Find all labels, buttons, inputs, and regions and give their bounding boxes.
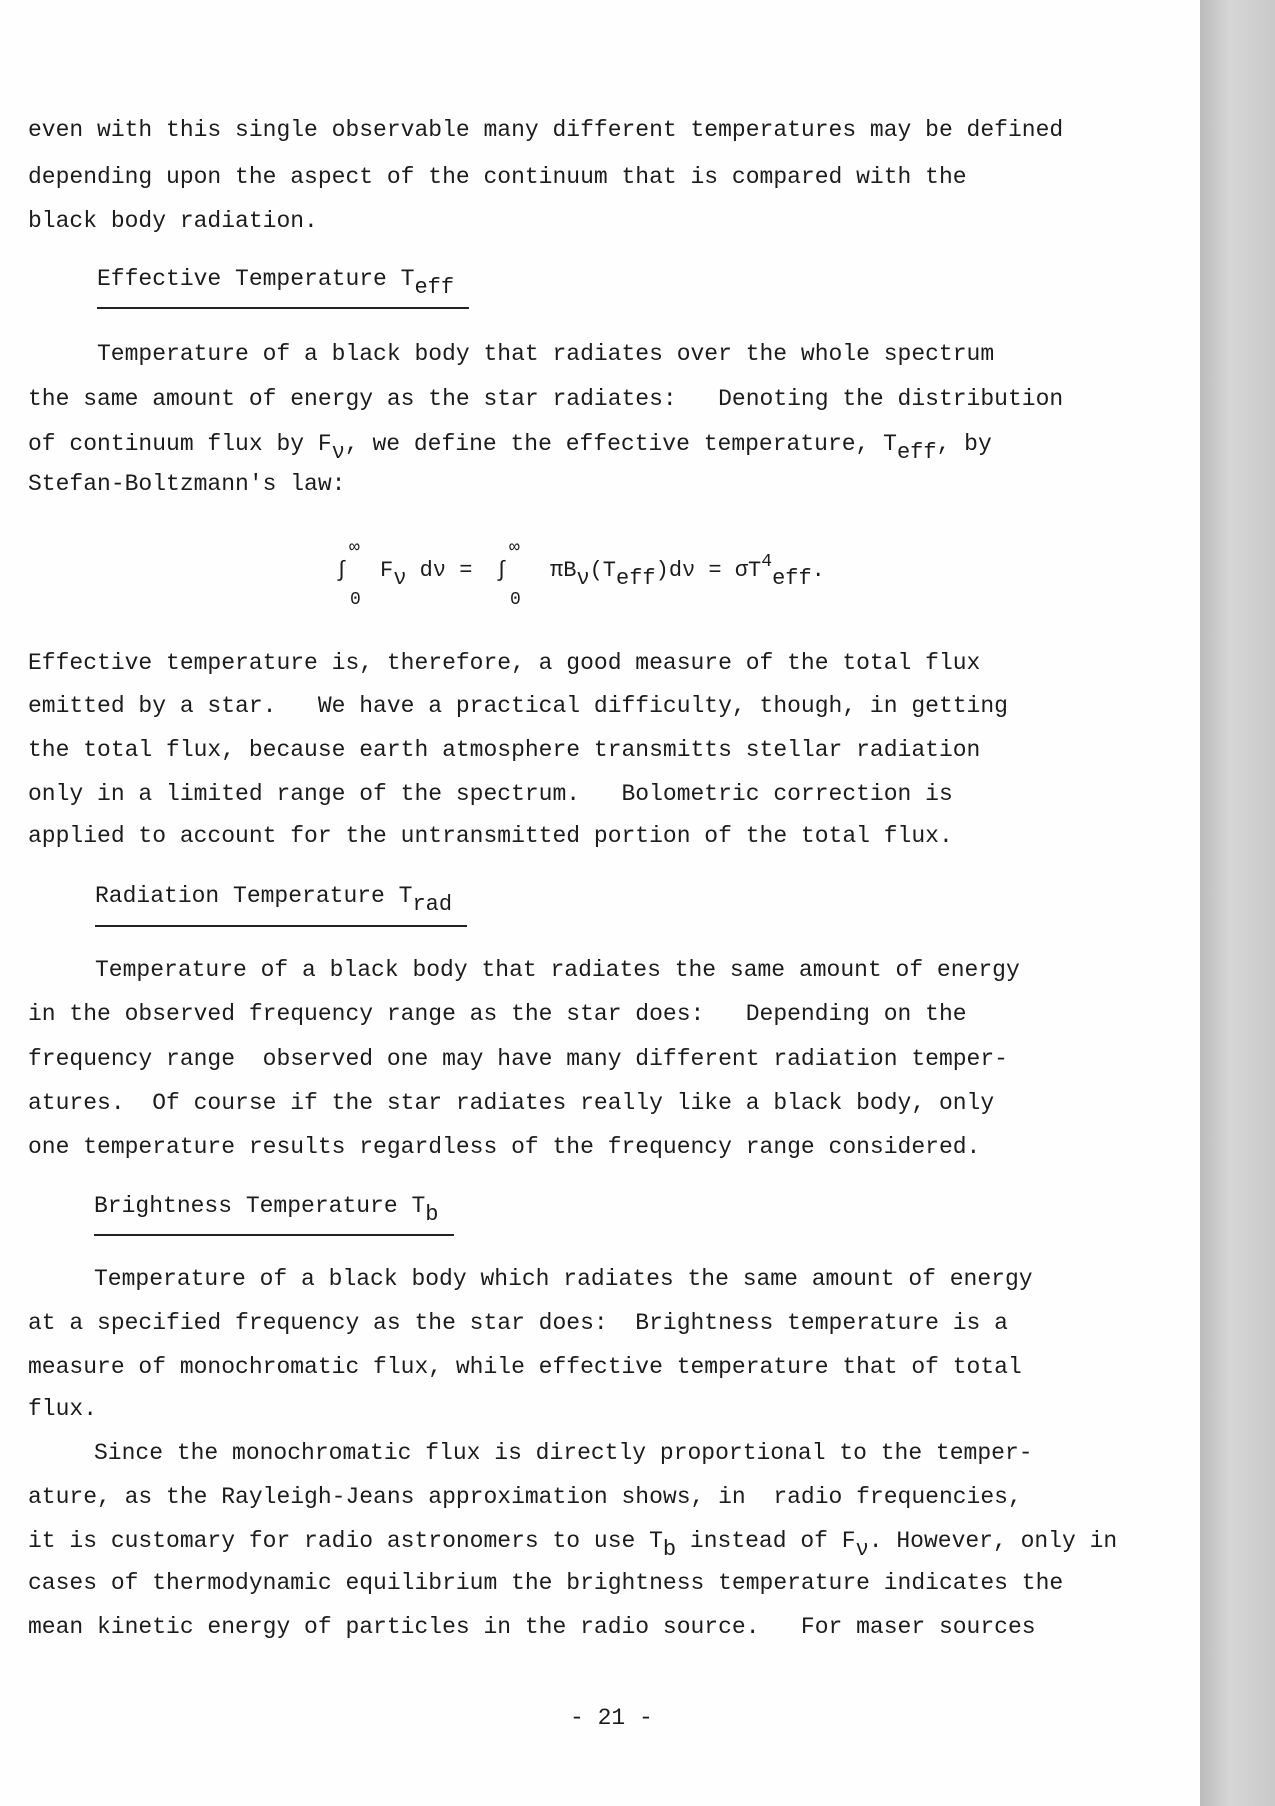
eq-period: .: [811, 558, 825, 583]
brightness-para2-line-4: cases of thermodynamic equilibrium the brightness temperature indicates the: [28, 1570, 1064, 1596]
eq-right-side: [550, 552, 825, 591]
brightness-q3b: instead of F: [676, 1528, 856, 1554]
radiation-para-line-2: in the observed frequency range as the star does: Depending on the: [28, 1001, 967, 1027]
eq-integral-1: ∫: [335, 558, 349, 583]
effective-after-line-1: Effective temperature is, therefore, a good measure of the total flux: [28, 650, 981, 676]
eq-left-side: [380, 558, 486, 591]
eq-flux: F: [380, 558, 394, 583]
eq-t-eff-sub: eff: [616, 566, 656, 591]
effective-p3b: , we define the effective temperature, T: [344, 431, 897, 457]
effective-p3a: of continuum flux by F: [28, 431, 332, 457]
effective-para-line-3: [28, 430, 992, 465]
eq-flux-sub: ν: [393, 566, 407, 591]
effective-after-line-5: applied to account for the untransmitted portion of the total flux.: [28, 823, 953, 849]
heading-effective-temperature: [97, 265, 455, 300]
effective-after-line-3: the total flux, because earth atmosphere transmitts stellar radiation: [28, 737, 981, 763]
heading-radiation-underline: [95, 925, 467, 927]
effective-after-line-4: only in a limited range of the spectrum. Bolometric correction is: [28, 781, 953, 807]
brightness-para2-line-1: Since the monochromatic flux is directly proportional to the temper-: [94, 1440, 1033, 1466]
heading-brightness-sub: b: [425, 1202, 439, 1227]
eq-t-open: (T: [589, 558, 617, 583]
eq-pi-b-sub: ν: [576, 566, 590, 591]
eq-integral-2: ∫: [495, 558, 509, 583]
radiation-para-line-5: one temperature results regardless of the frequency range considered.: [28, 1134, 981, 1160]
brightness-q3-sub-nu: ν: [855, 1537, 869, 1562]
brightness-para2-line-5: mean kinetic energy of particles in the radio source. For maser sources: [28, 1614, 1036, 1640]
intro-line-3: black body radiation.: [28, 208, 318, 234]
heading-effective-underline: [97, 307, 469, 309]
eq-lower-limit-2: 0: [510, 590, 521, 610]
brightness-para-line-2: at a specified frequency as the star does: Brightness temperature is a: [28, 1310, 1008, 1336]
brightness-para-line-1: Temperature of a black body which radiates the same amount of energy: [94, 1266, 1033, 1292]
page-stack-edge: [1200, 0, 1275, 1806]
eq-power-4: 4: [761, 552, 773, 572]
eq-dnu-equals: dν =: [406, 558, 486, 583]
heading-brightness-temperature: [94, 1192, 439, 1227]
intro-line-1: even with this single observable many different temperatures may be defined: [28, 117, 1064, 143]
effective-after-line-2: emitted by a star. We have a practical difficulty, though, in getting: [28, 693, 1008, 719]
effective-para-line-2: the same amount of energy as the star radiates: Denoting the distribution: [28, 386, 1064, 412]
effective-p3-sub-eff: eff: [896, 440, 937, 465]
heading-brightness-underline: [94, 1234, 454, 1236]
eq-upper-limit-1: ∞: [349, 538, 360, 558]
radiation-para-line-4: atures. Of course if the star radiates really like a black body, only: [28, 1090, 995, 1116]
heading-radiation-sub: rad: [412, 892, 453, 917]
eq-pi-b: πB: [550, 558, 577, 583]
eq-sigma-t-sub: eff: [772, 566, 812, 591]
effective-p3c: , by: [936, 431, 992, 457]
heading-effective-sub: eff: [414, 275, 455, 300]
brightness-q3a: it is customary for radio astronomers to use T: [28, 1528, 663, 1554]
heading-effective-text: Effective Temperature T: [97, 266, 415, 292]
brightness-q3-sub-b: b: [662, 1537, 677, 1562]
heading-radiation-temperature: [95, 882, 453, 917]
brightness-para-line-3: measure of monochromatic flux, while effective temperature that of total: [28, 1354, 1022, 1380]
radiation-para-line-3: frequency range observed one may have many different radiation temper-: [28, 1046, 1008, 1072]
brightness-para-line-4: flux.: [28, 1396, 98, 1422]
brightness-para2-line-3: [28, 1527, 1118, 1562]
radiation-para-line-1: Temperature of a black body that radiates the same amount of energy: [95, 957, 1020, 983]
eq-upper-limit-2: ∞: [509, 538, 520, 558]
eq-lower-limit-1: 0: [350, 590, 361, 610]
heading-brightness-text: Brightness Temperature T: [94, 1193, 426, 1219]
heading-radiation-text: Radiation Temperature T: [95, 883, 413, 909]
eq-sigma-t: )dν = σT: [655, 558, 762, 583]
effective-para-line-4: Stefan-Boltzmann's law:: [28, 471, 346, 497]
brightness-para2-line-2: ature, as the Rayleigh-Jeans approximation shows, in radio frequencies,: [28, 1484, 1022, 1510]
page-number: - 21 -: [570, 1705, 653, 1731]
brightness-q3c: . However, only in: [868, 1528, 1118, 1554]
intro-line-2: depending upon the aspect of the continuum that is compared with the: [28, 164, 967, 190]
effective-para-line-1: Temperature of a black body that radiates over the whole spectrum: [97, 341, 995, 367]
effective-p3-sub-nu: ν: [331, 440, 345, 465]
